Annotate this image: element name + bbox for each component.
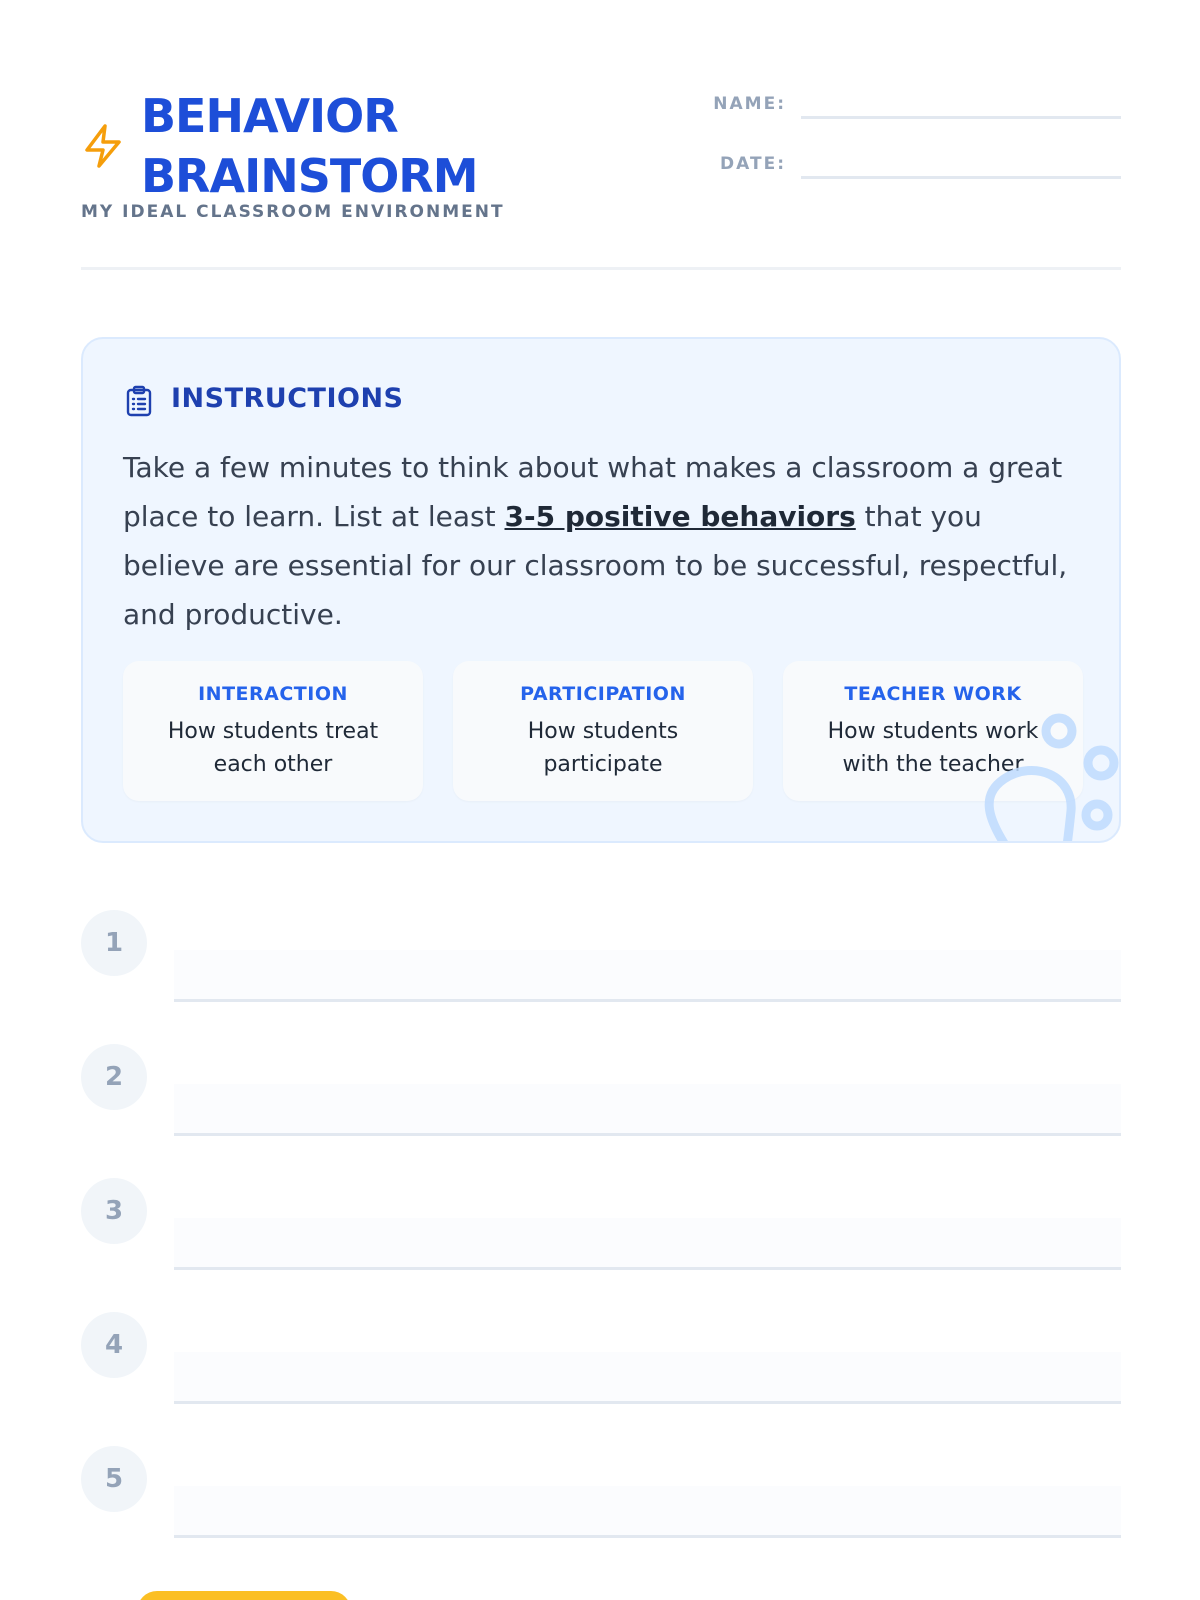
name-date-block	[681, 86, 1121, 206]
answer-number: 5	[81, 1446, 147, 1512]
instructions-text-end: that you believe are essential for our classroom to be successful, respectful, and productive.	[123, 500, 1068, 631]
answer-number: 3	[81, 1178, 147, 1244]
answer-line[interactable]	[174, 1218, 1121, 1270]
category-label: PARTICIPATION	[520, 683, 686, 705]
name-label: NAME:	[713, 94, 786, 114]
category-participation	[453, 661, 753, 801]
answer-row	[81, 908, 1121, 1008]
answer-number: 2	[81, 1044, 147, 1110]
answer-row	[81, 1176, 1121, 1276]
category-interaction	[123, 661, 423, 801]
answer-row	[81, 1042, 1121, 1142]
title-line-2: BRAINSTORM	[141, 149, 478, 203]
worksheet-page	[81, 0, 1121, 1600]
date-field[interactable]	[801, 176, 1121, 179]
category-label: TEACHER WORK	[844, 683, 1022, 705]
category-description: How students participate	[527, 719, 679, 777]
page-subtitle: MY IDEAL CLASSROOM ENVIRONMENT	[81, 202, 505, 222]
title-line-1: BEHAVIOR	[141, 89, 398, 143]
answer-line[interactable]	[174, 1486, 1121, 1538]
answer-line[interactable]	[174, 950, 1121, 1002]
page-title	[141, 86, 478, 206]
category-description: How students treat each other	[167, 719, 379, 777]
header	[81, 80, 1121, 270]
name-field[interactable]	[801, 116, 1121, 119]
clipboard-icon	[125, 385, 153, 417]
category-list	[123, 661, 1083, 801]
instructions-heading: INSTRUCTIONS	[171, 383, 404, 414]
answer-number: 4	[81, 1312, 147, 1378]
instructions-text-start: Take a few minutes to think about what makes a classroom a great place to learn. List at least	[123, 451, 1063, 533]
instructions-highlight: 3-5 positive behaviors	[504, 500, 856, 533]
answer-row	[81, 1310, 1121, 1410]
footer-tag	[137, 1591, 351, 1600]
category-label: INTERACTION	[198, 683, 348, 705]
instructions-card	[81, 337, 1121, 843]
lightning-bolt-icon	[81, 122, 125, 170]
answer-line[interactable]	[174, 1084, 1121, 1136]
category-description: How students work with the teacher	[827, 719, 1039, 777]
paw-print-icon	[979, 701, 1119, 841]
answer-line[interactable]	[174, 1352, 1121, 1404]
instructions-text	[123, 443, 1083, 639]
answer-row	[81, 1444, 1121, 1544]
date-label: DATE:	[720, 154, 786, 174]
name-row	[681, 86, 1121, 146]
answer-number: 1	[81, 910, 147, 976]
date-row	[681, 146, 1121, 206]
